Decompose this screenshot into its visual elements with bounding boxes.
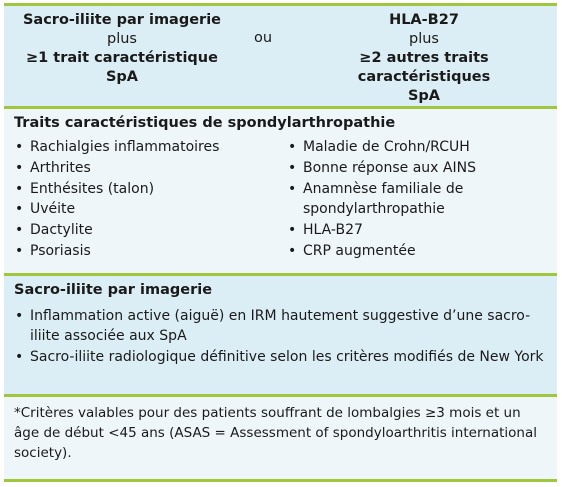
criteria-hla-title: HLA-B27 (389, 12, 459, 28)
list-item: • CRP augmentée (287, 241, 552, 262)
traits-list-left (14, 137, 274, 262)
imaging-section (4, 273, 557, 394)
list-item: • HLA-B27 (287, 220, 552, 241)
criteria-imaging-column (8, 11, 236, 87)
imaging-list (14, 306, 544, 368)
list-item: • Bonne réponse aux AINS (287, 158, 552, 179)
criteria-hla-requirement: ≥2 autres traits caractéristiques (357, 50, 491, 85)
list-item: • Arthrites (14, 158, 274, 179)
list-item: • Psoriasis (14, 241, 274, 262)
criteria-imaging-plus: plus (107, 31, 137, 47)
list-item: • Uvéite (14, 199, 274, 220)
footnote-text: *Critères valables pour des patients souffrant de lombalgies ≥3 mois et un âge de début <45 ans (ASAS = Assessment of spondyloarthritis international society). (14, 405, 537, 461)
list-item: • Enthésites (talon) (14, 179, 274, 200)
criteria-section (4, 3, 557, 106)
criteria-hla-plus: plus (409, 31, 439, 47)
criteria-hla-column (294, 11, 554, 106)
list-item: • Dactylite (14, 220, 274, 241)
criteria-imaging-title: Sacro-iliite par imagerie (22, 12, 222, 28)
traits-section (4, 106, 557, 273)
imaging-heading: Sacro-iliite par imagerie (14, 282, 213, 298)
criteria-imaging-spa: SpA (105, 69, 139, 85)
footnote-section (4, 394, 557, 482)
list-item: • Inflammation active (aiguë) en IRM hautement suggestive d’une sacro-iliite associée aux SpA (14, 306, 544, 346)
traits-heading: Traits caractéristiques de spondylarthropathie (14, 115, 396, 131)
list-item: • Rachialgies inflammatoires (14, 137, 274, 158)
list-item: • Anamnèse familiale de spondylarthropathie (287, 179, 552, 221)
list-item: • Sacro-iliite radiologique définitive selon les critères modifiés de New York (14, 347, 544, 367)
criteria-hla-spa: SpA (407, 88, 441, 104)
criteria-or-connector: ou (253, 30, 273, 46)
traits-list-right (287, 137, 552, 262)
list-item: • Maladie de Crohn/RCUH (287, 137, 552, 158)
criteria-imaging-requirement: ≥1 trait caractéristique (26, 50, 218, 66)
